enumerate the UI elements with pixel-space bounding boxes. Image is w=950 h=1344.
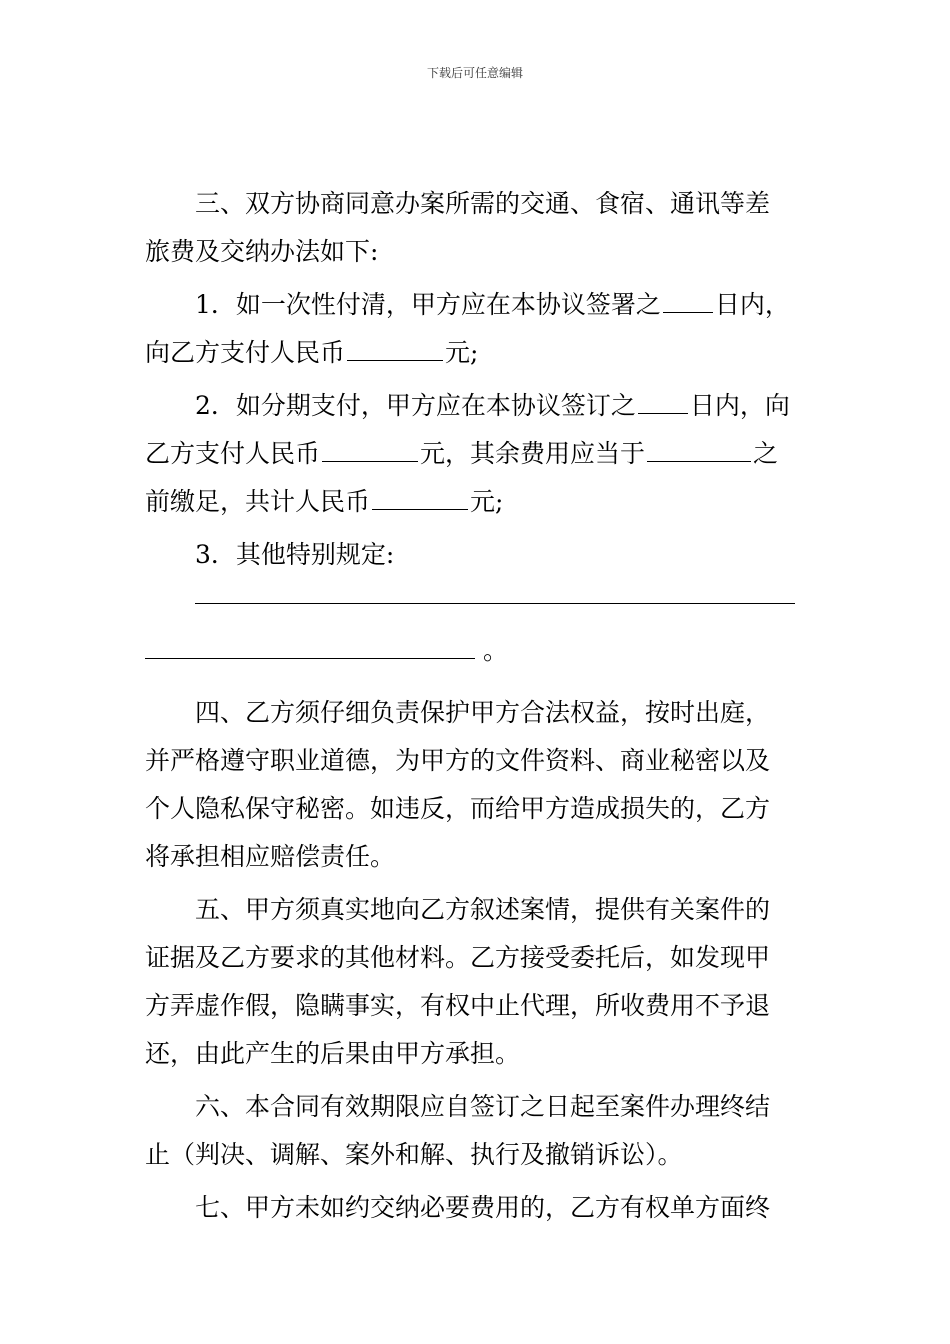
days-blank-2[interactable]: [638, 383, 688, 414]
item-1-text-b: 日内，: [714, 290, 790, 319]
special-terms-blank-2: [145, 627, 807, 675]
special-terms-blank-1[interactable]: [145, 579, 807, 627]
section-7-line-1: 七、甲方未如约交纳必要费用的，乙方有权单方面终: [195, 1193, 771, 1222]
section-4-line-2: 并严格遵守职业道德，为甲方的文件资料、商业秘密以及: [145, 746, 771, 775]
item-2-text-a: 2．如分期支付，甲方应在本协议签订之: [195, 391, 636, 420]
section-4-line-1: 四、乙方须仔细负责保护甲方合法权益，按时出庭，: [195, 698, 771, 727]
item-2-text-e: 之: [753, 439, 779, 468]
amount-blank-2[interactable]: [322, 431, 418, 462]
section-5-line-1: 五、甲方须真实地向乙方叙述案情，提供有关案件的: [195, 895, 771, 924]
date-blank[interactable]: [647, 431, 751, 462]
section-3-line-1: 三、双方协商同意办案所需的交通、食宿、通讯等差: [195, 189, 771, 218]
item-1-line-2: [145, 329, 807, 377]
item-3-line: 3．其他特别规定:: [195, 540, 395, 569]
item-1-text-d: 元;: [445, 338, 479, 367]
section-4-line-3: 个人隐私保守秘密。如违反，而给甲方造成损失的，乙方: [145, 794, 771, 823]
section-3-line-2: 旅费及交纳办法如下:: [145, 237, 379, 266]
item-1-text-a: 1．如一次性付清，甲方应在本协议签署之: [195, 290, 661, 319]
special-terms-end: 。: [482, 636, 508, 665]
item-2-text-g: 元;: [470, 487, 504, 516]
item-2-text-b: 日内，向: [689, 391, 790, 420]
amount-blank-1[interactable]: [347, 330, 443, 361]
item-1-line-1: [145, 281, 807, 329]
special-terms-rule: [195, 603, 795, 604]
section-6-line-2: 止（判决、调解、案外和解、执行及撤销诉讼）。: [145, 1140, 683, 1169]
item-2-text-c: 乙方支付人民币: [145, 439, 321, 468]
section-5-line-3: 方弄虚作假，隐瞒事实，有权中止代理，所收费用不予退: [145, 991, 771, 1020]
section-5-line-2: 证据及乙方要求的其他材料。乙方接受委托后，如发现甲: [145, 943, 771, 972]
item-2-line-3: [145, 478, 807, 526]
item-2-text-f: 前缴足，共计人民币: [145, 487, 371, 516]
section-6-line-1: 六、本合同有效期限应自签订之日起至案件办理终结: [195, 1092, 771, 1121]
special-terms-rule-short[interactable]: [145, 628, 475, 659]
document-body: [145, 180, 807, 1232]
page-header: 下载后可任意编辑: [426, 66, 523, 80]
total-amount-blank[interactable]: [372, 479, 468, 510]
days-blank-1[interactable]: [663, 282, 713, 313]
item-2-line-2: [145, 430, 807, 478]
section-5-line-4: 还，由此产生的后果由甲方承担。: [145, 1039, 521, 1068]
section-4-line-4: 将承担相应赔偿责任。: [145, 842, 396, 871]
item-1-text-c: 向乙方支付人民币: [145, 338, 346, 367]
item-2-line-1: [145, 382, 807, 430]
item-2-text-d: 元，其余费用应当于: [420, 439, 646, 468]
